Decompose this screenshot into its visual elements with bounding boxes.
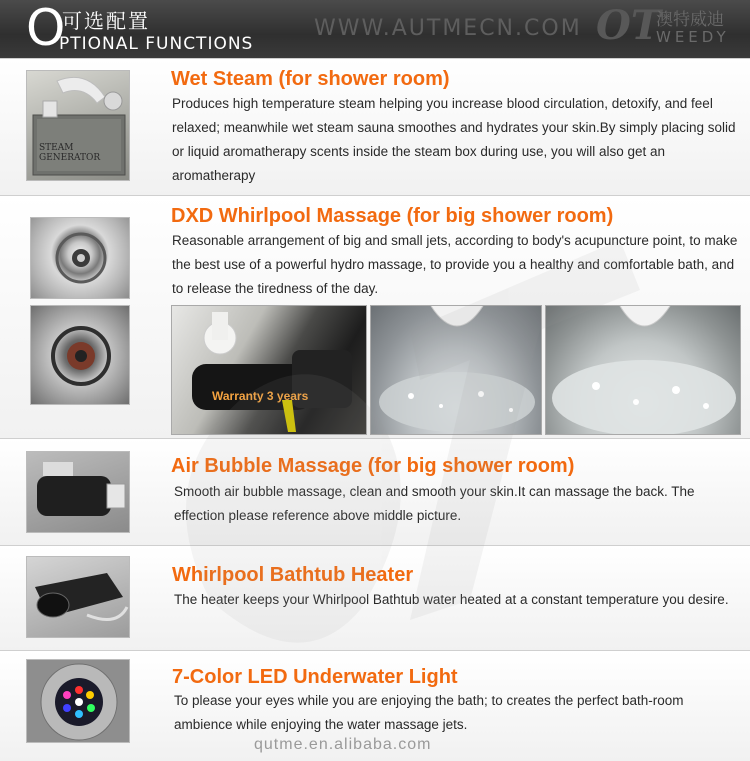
section-air-bubble — [0, 438, 750, 545]
jet-nozzle-image — [30, 217, 130, 299]
air-pump-image — [26, 451, 130, 533]
steam-generator-icon — [27, 71, 130, 181]
section-description: Smooth air bubble massage, clean and smooth your skin.It can massage the back. The effection please reference above middle picture. — [174, 484, 695, 523]
brand-mark: OT — [596, 2, 661, 49]
pump-icon — [172, 306, 367, 435]
section-wet-steam — [0, 58, 750, 195]
section-description: To please your eyes while you are enjoying the bath; to creates the perfect bath-room ambience while enjoying the water massage jets. — [174, 693, 684, 732]
brand-logo — [596, 2, 746, 54]
header-big-letter: O — [26, 0, 66, 57]
led-light-icon — [27, 660, 130, 743]
section-title: Whirlpool Bathtub Heater — [172, 564, 414, 586]
heater-image — [26, 556, 130, 638]
jet-nozzle-icon — [31, 218, 130, 299]
section-description: Produces high temperature steam helping you increase blood circulation, detoxify, and feel relaxed; meanwhile wet steam sauna smoothes and hydrates your skin.By simply placing solid or liquid aromatherapy scents inside the steam box during use, you will also get an aromatherapy — [172, 96, 736, 183]
heater-icon — [27, 557, 130, 638]
bubble-photo-1 — [370, 305, 542, 435]
bubble-photo-2 — [545, 305, 741, 435]
section-description: The heater keeps your Whirlpool Bathtub water heated at a constant temperature you desire. — [174, 592, 729, 607]
large-jet-image — [30, 305, 130, 405]
section-title: DXD Whirlpool Massage (for big shower room) — [171, 205, 614, 227]
section-description: Reasonable arrangement of big and small jets, according to body's acupuncture point, to make the best use of a powerful hydro massage, to provide you a healthy and comfortable bath, and to release the tiredness of the day. — [172, 233, 738, 296]
air-pump-icon — [27, 452, 130, 533]
header-title-en: PTIONAL FUNCTIONS — [59, 34, 254, 54]
header-site-url: WWW.AUTMECN.COM — [314, 16, 582, 41]
brand-name-en: WEEDY — [656, 28, 730, 46]
large-jet-icon — [31, 306, 130, 405]
header-title-cn: 可选配置 — [62, 9, 150, 33]
steam-generator-label: STEAM GENERATOR — [39, 143, 101, 163]
section-title: 7-Color LED Underwater Light — [172, 666, 458, 688]
section-bathtub-heater — [0, 545, 750, 650]
bubble-tub-icon — [371, 306, 542, 435]
steam-generator-image — [26, 70, 130, 181]
led-light-image — [26, 659, 130, 743]
page-header — [0, 0, 750, 58]
pump-photo — [171, 305, 367, 435]
warranty-label: Warranty 3 years — [212, 389, 309, 403]
brand-name-cn: 澳特威迪 — [656, 10, 724, 30]
bubble-foam-icon — [546, 306, 741, 435]
section-title: Wet Steam (for shower room) — [171, 68, 450, 90]
footer-watermark: qutme.en.alibaba.com — [254, 736, 432, 753]
section-title: Air Bubble Massage (for big shower room) — [171, 455, 575, 477]
